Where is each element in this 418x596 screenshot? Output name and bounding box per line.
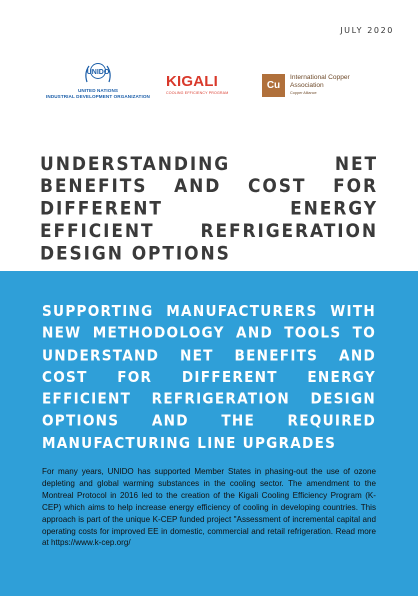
copper-name-line1: International Copper [290, 74, 350, 81]
copper-alliance-tagline: Copper Alliance [290, 91, 317, 95]
unido-logo [38, 62, 158, 100]
publication-date: JULY 2020 [340, 26, 394, 35]
un-emblem-icon [83, 62, 113, 84]
unido-name-line2: INDUSTRIAL DEVELOPMENT ORGANIZATION [46, 94, 150, 99]
document-subtitle: SUPPORTING MANUFACTURERS WITH NEW METHODOLOGY AND TOOLS TO UNDERSTAND NET BENEFITS AND COST FOR DIFFERENT ENERGY EFFICIENT REFRIGERATION DESIGN OPTIONS AND THE REQUIRED MANUFACTURING LINE UPGRADES [42, 302, 376, 453]
partner-logos [0, 62, 418, 112]
copper-name-line2: Association [290, 82, 324, 89]
kigali-wordmark: KIGALI [166, 73, 219, 90]
copper-symbol-icon: Cu [262, 74, 285, 97]
document-title: UNDERSTANDING NET BENEFITS AND COST FOR DIFFERENT ENERGY EFFICIENT REFRIGERATION DESIGN OPTIONS [40, 153, 378, 265]
unido-name-line1: UNITED NATIONS [77, 88, 119, 93]
blue-summary-band [0, 271, 418, 596]
kigali-logo [166, 73, 229, 95]
copper-association-name [290, 74, 400, 90]
unido-emblem-text: UNIDO [86, 69, 110, 76]
kigali-tagline: COOLING EFFICIENCY PROGRAM [166, 91, 229, 95]
intro-paragraph: For many years, UNIDO has supported Member States in phasing-out the use of ozone depleting and global warming substances in the cooling sector. The amendment to the Montreal Protocol in 2016 led to the creation of the Kigali Cooling Efficiency Program (K-CEP) which aims to help increase energy efficiency of cooling in developing countries. This approach is part of the unique K-CEP funded project "Assessment of incremental capital and operating costs for improved EE in domestic, commercial and retail refrigeration. Read more at https://www.k-cep.org/ [42, 467, 376, 548]
